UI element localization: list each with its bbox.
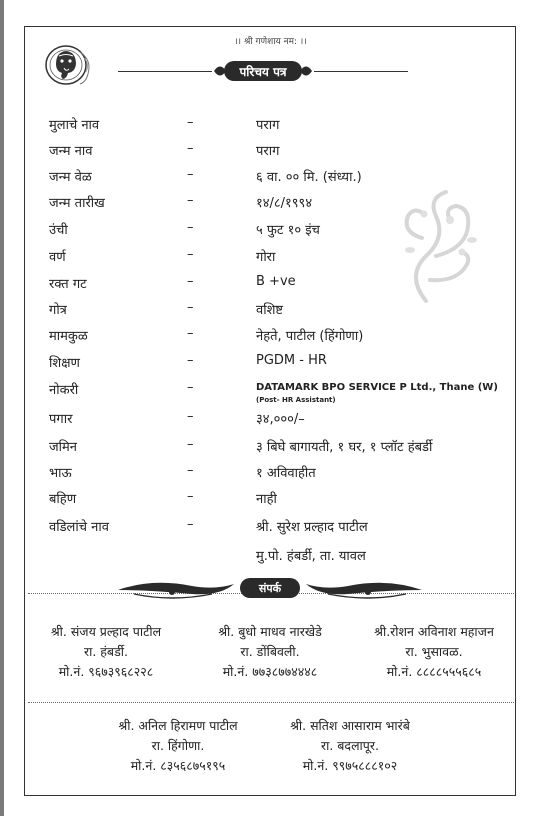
detail-dash: – [187, 193, 194, 208]
contact-phone: मो.नं. ८३५६८७५१९५ [130, 758, 226, 773]
contact-place: रा. बदलापूर. [321, 738, 379, 753]
contact-phone: मो.नं. ९९७५८८८१०२ [302, 758, 398, 773]
detail-value: वशिष्ट [256, 303, 284, 318]
contact-name: श्री.रोशन अविनाश महाजन [374, 624, 494, 639]
detail-dash: – [187, 220, 194, 235]
detail-value: ६ वा. ०० मि. (संध्या.) [256, 170, 362, 185]
detail-dash: – [187, 409, 194, 424]
detail-dash: – [187, 489, 194, 504]
detail-label: जन्म वेळ [49, 170, 92, 185]
detail-value: पराग [256, 144, 280, 159]
detail-row [49, 326, 509, 348]
contact-name: श्री. सतिश आसाराम भारंबे [290, 718, 410, 733]
detail-dash: – [187, 247, 194, 262]
detail-dash: – [187, 517, 194, 532]
contact-card [352, 622, 516, 682]
contact-phone: मो.नं. ७७३८७७४४४८ [222, 664, 318, 679]
detail-value: DATAMARK BPO SERVICE P Ltd., Thane (W) [256, 382, 498, 393]
detail-dash: – [187, 437, 194, 452]
detail-label: उंची [49, 223, 68, 238]
contact-phone: मो.नं. ८८८८५५५६८५ [386, 664, 482, 679]
detail-dash: – [187, 380, 194, 395]
detail-row [49, 409, 509, 431]
detail-dash: – [187, 300, 194, 315]
detail-row [49, 463, 509, 485]
detail-label: जन्म तारीख [49, 196, 105, 211]
title-rule-left [118, 71, 212, 72]
detail-dash: – [187, 141, 194, 156]
detail-label: जन्म नाव [49, 144, 93, 159]
address-row [49, 546, 509, 568]
detail-label: नोकरी [49, 383, 79, 398]
address: मु.पो. हंबर्डी, ता. यावल [256, 549, 366, 564]
contact-place: रा. हिंगोणा. [151, 738, 205, 753]
contact-place: रा. भुसावळ. [405, 644, 463, 659]
contact-place: रा. हंबर्डी. [84, 644, 128, 659]
detail-row [49, 300, 509, 322]
title-banner [118, 56, 408, 86]
detail-row [49, 247, 509, 269]
contact-name: श्री. अनिल हिरामण पाटील [118, 718, 238, 733]
detail-dash: – [187, 115, 194, 130]
detail-value: नेहते, पाटील (हिंगोणा) [256, 329, 364, 344]
contact-card [24, 622, 188, 682]
ganesh-icon [42, 42, 94, 88]
detail-label: जमिन [49, 440, 78, 455]
detail-value: नाही [256, 492, 277, 507]
detail-row [49, 353, 509, 375]
contact-phone: मो.नं. ९६७३९६८२२८ [58, 664, 154, 679]
detail-label: पगार [49, 412, 73, 427]
detail-label: गोत्र [49, 303, 67, 318]
contact-name: श्री. बुधो माधव नारखेडे [218, 624, 322, 639]
detail-subvalue: (Post- HR Assistant) [256, 396, 336, 404]
invocation: ।। श्री गणेशाय नम: ।। [234, 37, 307, 47]
detail-label: मुलाचे नाव [49, 118, 100, 133]
detail-label: भाऊ [49, 466, 72, 481]
detail-label: वर्ण [49, 250, 66, 265]
page-title: परिचय पत्र [239, 64, 287, 79]
detail-value: पराग [256, 118, 280, 133]
contact-banner [112, 574, 428, 602]
contact-place: रा. डोंबिवली. [240, 644, 300, 659]
detail-dash: – [187, 326, 194, 341]
detail-value: B +ve [256, 274, 296, 289]
detail-label: वडिलांचे नाव [49, 520, 109, 535]
detail-row [49, 489, 509, 511]
detail-row [49, 141, 509, 163]
divider-contact-rows [28, 702, 514, 703]
detail-label: बहिण [49, 492, 77, 507]
detail-row [49, 193, 509, 215]
detail-row [49, 517, 509, 539]
contact-name: श्री. संजय प्रल्हाद पाटील [50, 624, 162, 639]
contact-card [188, 622, 352, 682]
detail-dash: – [187, 353, 194, 368]
detail-value: PGDM - HR [256, 353, 327, 368]
detail-label: मामकुळ [49, 329, 88, 344]
contact-card [96, 716, 260, 776]
contact-card [268, 716, 432, 776]
contact-title: संपर्क [258, 581, 282, 595]
detail-value: गोरा [256, 250, 276, 265]
detail-row [49, 380, 509, 402]
detail-dash: – [187, 167, 194, 182]
title-rule-right [314, 71, 408, 72]
detail-value: ३ बिघे बागायती, १ घर, १ प्लॉट हंबर्डी [256, 440, 433, 455]
detail-value: ३४,०००/– [256, 412, 305, 427]
detail-dash: – [187, 463, 194, 478]
page-edge [0, 0, 4, 816]
detail-row [49, 115, 509, 137]
detail-row [49, 437, 509, 459]
detail-value: ५ फुट १० इंच [256, 223, 320, 238]
detail-label: रक्त गट [49, 277, 87, 292]
detail-value: १ अविवाहीत [256, 466, 316, 481]
detail-row [49, 167, 509, 189]
detail-value: श्री. सुरेश प्रल्हाद पाटील [256, 520, 368, 535]
detail-value: १४/८/१९९४ [256, 196, 313, 211]
detail-dash: – [187, 274, 194, 289]
detail-label: शिक्षण [49, 356, 80, 371]
detail-row [49, 220, 509, 242]
detail-row [49, 274, 509, 296]
